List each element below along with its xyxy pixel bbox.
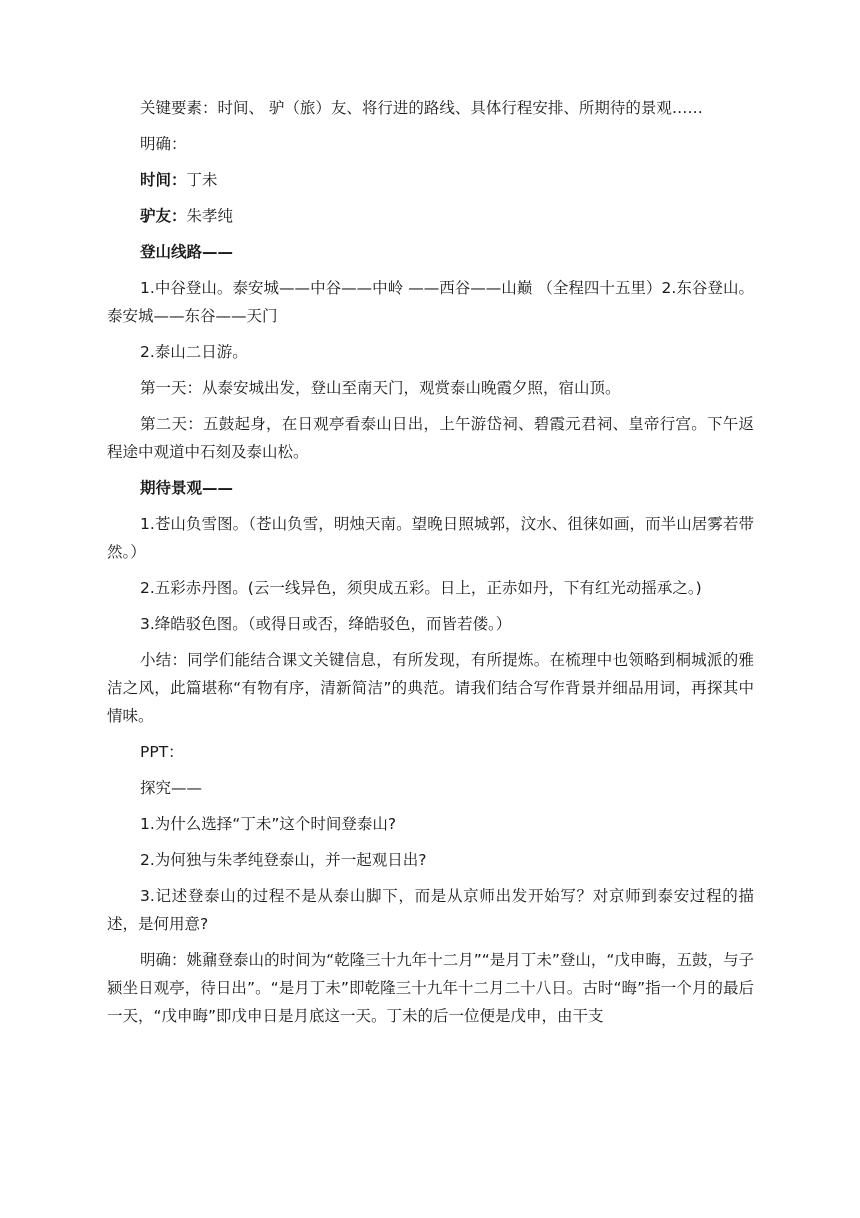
scenery-heading: 期待景观—— <box>140 479 234 497</box>
route-paragraph: 1.中谷登山。泰安城——中谷——中岭 ——西谷——山巅 （全程四十五里）2.东谷登山。泰安城——东谷——天门 <box>107 279 754 325</box>
companion-label: 驴友： <box>140 207 187 225</box>
companion-line <box>107 200 754 236</box>
question-1: 1.为什么选择“丁未”这个时间登泰山? <box>140 815 397 833</box>
route-heading: 登山线路—— <box>140 243 234 261</box>
scenery-item-2: 2.五彩赤丹图。(云一线异色，须臾成五彩。日上，正赤如丹，下有红光动摇承之。) <box>140 579 702 597</box>
day-two-paragraph: 第二天：五鼓起身，在日观亭看泰山日出，上午游岱祠、碧霞元君祠、皇帝行宫。下午返程途中观道中石刻及泰山松。 <box>107 415 754 461</box>
answer-paragraph: 明确：姚鼐登泰山的时间为“乾隆三十九年十二月”“是月丁未”登山，“戊申晦，五鼓，与子颍坐日观亭，待日出”。“是月丁未”即乾隆三十九年十二月二十八日。古时“晦”指一个月的最后一天，“戊申晦”即戊申日是月底这一天。丁未的后一位便是戊申，由干支 <box>107 951 754 1025</box>
time-line <box>107 164 754 200</box>
time-label: 时间： <box>140 171 187 189</box>
scenery-item-3: 3.绛皓驳色图。（或得日或否，绛皓驳色，而皆若偻。） <box>140 615 512 633</box>
document-body <box>107 92 754 1036</box>
key-elements-paragraph: 关键要素：时间、 驴（旅）友、将行进的路线、具体行程安排、所期待的景观…… <box>140 99 703 117</box>
question-2: 2.为何独与朱孝纯登泰山，并一起观日出? <box>140 851 427 869</box>
clarify-label: 明确： <box>140 135 187 153</box>
day-one-paragraph: 第一天：从泰安城出发，登山至南天门，观赏泰山晚霞夕照，宿山顶。 <box>140 379 621 397</box>
two-day-tour-heading: 2.泰山二日游。 <box>140 343 248 361</box>
summary-paragraph: 小结：同学们能结合课文关键信息，有所发现，有所提炼。在梳理中也领略到桐城派的雅洁之风，此篇堪称“有物有序，清新简洁”的典范。请我们结合写作背景并细品用词，再探其中情味。 <box>107 651 754 725</box>
question-3: 3.记述登泰山的过程不是从泰山脚下，而是从京师出发开始写？对京师到泰安过程的描述，是何用意? <box>107 887 754 933</box>
ppt-label: PPT： <box>140 743 184 761</box>
companion-value: 朱孝纯 <box>186 207 234 225</box>
scenery-item-1: 1.苍山负雪图。（苍山负雪，明烛天南。望晚日照城郭，汶水、徂徕如画，而半山居雾若带然。） <box>107 515 754 561</box>
explore-heading: 探究—— <box>140 779 203 797</box>
time-value: 丁未 <box>186 171 218 189</box>
